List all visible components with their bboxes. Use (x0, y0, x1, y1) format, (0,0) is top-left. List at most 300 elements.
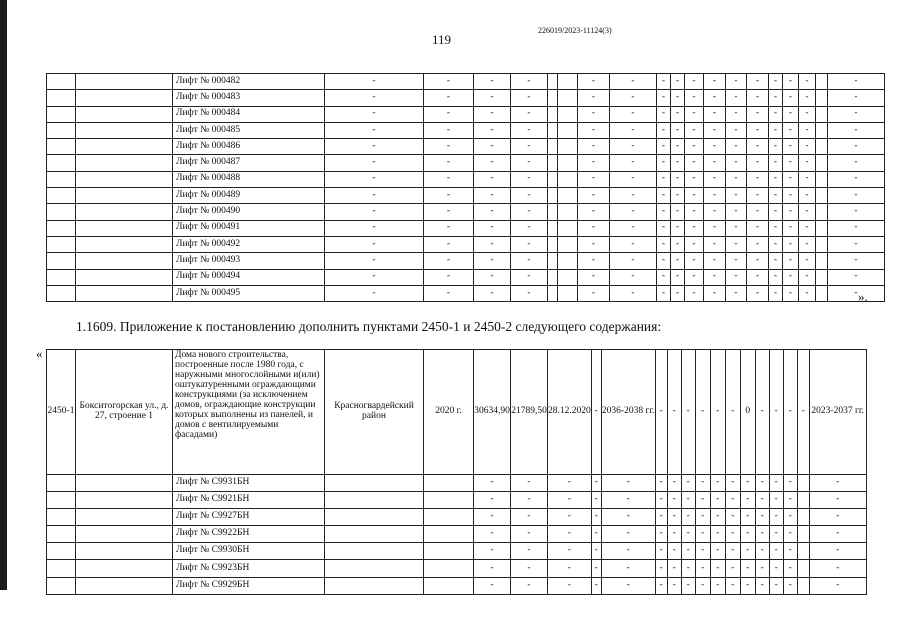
dash-cell: - (671, 90, 685, 106)
dash-cell: - (474, 285, 511, 301)
table-row (47, 526, 867, 543)
empty-cell (76, 475, 173, 492)
dash-cell: - (783, 492, 797, 509)
dash-cell: - (783, 577, 797, 594)
dash-cell: - (783, 188, 799, 204)
lifts-table-new-items (46, 349, 867, 595)
empty-cell (47, 560, 76, 577)
empty-cell (47, 171, 76, 187)
dash-cell: - (685, 188, 704, 204)
dash-cell: - (828, 106, 885, 122)
dash-cell: - (710, 577, 725, 594)
empty-cell (797, 543, 809, 560)
dash-cell: - (769, 475, 783, 492)
dash-cell: - (671, 285, 685, 301)
dash-cell: - (747, 236, 769, 252)
empty-cell (47, 285, 76, 301)
dash-cell: - (755, 492, 769, 509)
dash-cell: - (511, 560, 548, 577)
dash-cell: - (704, 269, 726, 285)
lift-name: Лифт № 000489 (173, 188, 325, 204)
dash-cell: - (474, 253, 511, 269)
empty-cell (558, 171, 578, 187)
dash-cell: - (828, 204, 885, 220)
item-value2: 21789,50 (511, 350, 548, 475)
dash-cell: - (685, 139, 704, 155)
dash-cell: - (667, 492, 681, 509)
dash-cell: - (610, 106, 657, 122)
dash-cell: - (610, 220, 657, 236)
empty-cell (424, 492, 474, 509)
empty-cell (816, 236, 828, 252)
empty-cell (76, 171, 173, 187)
dash-cell: - (667, 509, 681, 526)
dash-cell: - (755, 475, 769, 492)
empty-cell (47, 90, 76, 106)
dash-cell: - (740, 560, 755, 577)
item-value1: 30634,90 (474, 350, 511, 475)
lift-name: Лифт № 000482 (173, 74, 325, 90)
opening-quote: « (36, 346, 43, 361)
empty-cell (47, 74, 76, 90)
dash-cell: - (681, 560, 695, 577)
empty-cell (76, 560, 173, 577)
lift-name: Лифт № 000494 (173, 269, 325, 285)
dash-cell: - (591, 577, 601, 594)
empty-cell (47, 253, 76, 269)
dash-cell: - (783, 90, 799, 106)
empty-cell (47, 122, 76, 138)
dash-cell: - (704, 236, 726, 252)
dash-cell: - (610, 188, 657, 204)
dash-cell: - (610, 269, 657, 285)
empty-cell (424, 526, 474, 543)
dash-cell: - (474, 139, 511, 155)
dash-cell: - (747, 74, 769, 90)
lift-name: Лифт № 000483 (173, 90, 325, 106)
item-year: 2020 г. (424, 350, 474, 475)
empty-cell (816, 155, 828, 171)
dash-cell: - (511, 139, 548, 155)
dash-cell: - (726, 171, 747, 187)
item-plan: 2023-2037 гг. (809, 350, 866, 475)
empty-cell (797, 560, 809, 577)
table-row (47, 90, 885, 106)
empty-cell (816, 269, 828, 285)
dash-cell: - (799, 220, 816, 236)
empty-cell (47, 106, 76, 122)
dash-cell: - (655, 492, 667, 509)
empty-cell (816, 90, 828, 106)
dash-cell: - (655, 577, 667, 594)
empty-cell (548, 155, 558, 171)
dash-cell: - (755, 543, 769, 560)
dash-cell: - (799, 74, 816, 90)
empty-cell (558, 188, 578, 204)
empty-cell (76, 492, 173, 509)
empty-cell (816, 122, 828, 138)
dash-cell: - (704, 204, 726, 220)
dash-cell: - (726, 236, 747, 252)
dash-cell: - (685, 269, 704, 285)
dash-cell: - (726, 74, 747, 90)
dash-cell: - (799, 253, 816, 269)
dash-cell: - (740, 543, 755, 560)
dash-cell: - (325, 139, 424, 155)
dash-cell: - (671, 139, 685, 155)
dash-cell: - (548, 543, 592, 560)
dash-cell: - (828, 122, 885, 138)
item-description: Дома нового строительства, построенные после 1980 года, с наружными многослойными и(или) оштукатуренными ограждающими конструкциями (за исключением домов, ограждающие конструкции которых выполнены из панелей, и домов с вентилируемыми фасадами) (173, 350, 325, 475)
dash-cell: - (726, 122, 747, 138)
dash-cell: - (710, 560, 725, 577)
empty-cell (76, 220, 173, 236)
empty-cell (76, 122, 173, 138)
dash-cell: - (548, 492, 592, 509)
empty-cell (816, 204, 828, 220)
dash-cell: - (511, 285, 548, 301)
dash-cell: - (685, 204, 704, 220)
dash-cell: - (769, 188, 783, 204)
empty-cell (548, 236, 558, 252)
table-row (47, 253, 885, 269)
empty-cell (76, 155, 173, 171)
dash-cell: - (704, 90, 726, 106)
dash-cell: - (710, 475, 725, 492)
dash-cell: - (657, 253, 671, 269)
dash-cell: - (725, 543, 740, 560)
dash-cell: - (783, 74, 799, 90)
empty-cell (325, 560, 424, 577)
dash-cell: - (783, 155, 799, 171)
dash-cell: - (799, 139, 816, 155)
empty-cell (76, 74, 173, 90)
dash-cell: - (325, 122, 424, 138)
table-row (47, 188, 885, 204)
closing-quote: ». (858, 289, 868, 304)
dash-cell: - (511, 236, 548, 252)
table-row (47, 269, 885, 285)
dash-cell: - (601, 492, 655, 509)
dash-cell: - (511, 106, 548, 122)
empty-cell (76, 509, 173, 526)
dash-cell: - (681, 475, 695, 492)
dash-cell: - (685, 122, 704, 138)
dash-cell: - (704, 122, 726, 138)
empty-cell (558, 106, 578, 122)
dash-cell: - (809, 509, 866, 526)
dash-cell: - (710, 543, 725, 560)
dash-cell: - (548, 509, 592, 526)
table-row (47, 560, 867, 577)
lift-name: Лифт № 000491 (173, 220, 325, 236)
dash-cell: - (726, 188, 747, 204)
empty-cell (76, 543, 173, 560)
dash-cell: - (725, 350, 740, 475)
dash-cell: - (740, 492, 755, 509)
empty-cell (325, 492, 424, 509)
dash-cell: - (657, 220, 671, 236)
dash-cell: - (704, 188, 726, 204)
dash-cell: - (591, 475, 601, 492)
dash-cell: - (511, 220, 548, 236)
empty-cell (47, 509, 76, 526)
dash-cell: - (655, 509, 667, 526)
empty-cell (797, 577, 809, 594)
dash-cell: - (685, 74, 704, 90)
dash-cell: - (424, 220, 474, 236)
dash-cell: - (695, 475, 710, 492)
dash-cell: - (657, 155, 671, 171)
dash-cell: - (783, 543, 797, 560)
empty-cell (47, 155, 76, 171)
dash-cell: - (809, 475, 866, 492)
dash-cell: - (474, 526, 511, 543)
empty-cell (76, 285, 173, 301)
dash-cell: - (601, 560, 655, 577)
lift-name: Лифт № 000493 (173, 253, 325, 269)
table-row (47, 509, 867, 526)
dash-cell: - (325, 220, 424, 236)
scan-left-edge (0, 0, 7, 590)
dash-cell: - (474, 155, 511, 171)
dash-cell: - (667, 560, 681, 577)
dash-cell: - (657, 74, 671, 90)
dash-cell: - (671, 269, 685, 285)
empty-cell (548, 285, 558, 301)
empty-cell (558, 122, 578, 138)
lift-name: Лифт № С9931БН (173, 475, 325, 492)
dash-cell: - (799, 204, 816, 220)
dash-cell: - (655, 560, 667, 577)
dash-cell: - (769, 560, 783, 577)
lift-name: Лифт № С9922БН (173, 526, 325, 543)
dash-cell: - (704, 171, 726, 187)
dash-cell: - (695, 543, 710, 560)
table-row (47, 236, 885, 252)
dash-cell: - (828, 220, 885, 236)
empty-cell (47, 492, 76, 509)
empty-cell (548, 171, 558, 187)
dash-cell: - (769, 171, 783, 187)
dash-cell: - (747, 204, 769, 220)
dash-cell: - (424, 204, 474, 220)
dash-cell: - (740, 577, 755, 594)
dash-cell: - (681, 526, 695, 543)
dash-cell: - (747, 253, 769, 269)
dash-cell: - (610, 253, 657, 269)
dash-cell: - (671, 122, 685, 138)
dash-cell: - (769, 122, 783, 138)
dash-cell: - (740, 526, 755, 543)
dash-cell: - (783, 526, 797, 543)
dash-cell: - (424, 106, 474, 122)
dash-cell: - (726, 90, 747, 106)
dash-cell: - (671, 188, 685, 204)
dash-cell: - (704, 155, 726, 171)
empty-cell (816, 139, 828, 155)
dash-cell: - (725, 577, 740, 594)
dash-cell: - (601, 475, 655, 492)
dash-cell: - (769, 155, 783, 171)
dash-cell: - (511, 543, 548, 560)
empty-cell (47, 236, 76, 252)
dash-cell: - (671, 171, 685, 187)
document-number: 226019/2023-11124(3) (538, 26, 612, 35)
empty-cell (47, 269, 76, 285)
table-row (47, 220, 885, 236)
dash-cell: - (769, 285, 783, 301)
dash-cell: - (511, 577, 548, 594)
dash-cell: - (667, 350, 681, 475)
empty-cell (558, 253, 578, 269)
dash-cell: - (667, 543, 681, 560)
lift-name: Лифт № 000492 (173, 236, 325, 252)
dash-cell: - (325, 74, 424, 90)
empty-cell (797, 526, 809, 543)
dash-cell: - (685, 106, 704, 122)
dash-cell: - (725, 509, 740, 526)
dash-cell: - (783, 171, 799, 187)
dash-cell: - (726, 155, 747, 171)
dash-cell: - (511, 90, 548, 106)
dash-cell: - (578, 253, 610, 269)
dash-cell: - (325, 236, 424, 252)
dash-cell: - (548, 560, 592, 577)
empty-cell (424, 509, 474, 526)
dash-cell: - (769, 350, 783, 475)
dash-cell: - (601, 543, 655, 560)
dash-cell: - (726, 106, 747, 122)
dash-cell: - (424, 285, 474, 301)
empty-cell (76, 577, 173, 594)
dash-cell: - (769, 269, 783, 285)
dash-cell: - (578, 90, 610, 106)
dash-cell: - (474, 122, 511, 138)
dash-cell: - (769, 492, 783, 509)
dash-cell: - (828, 188, 885, 204)
dash-cell: - (671, 236, 685, 252)
empty-cell (47, 577, 76, 594)
dash-cell: - (474, 171, 511, 187)
empty-cell (816, 171, 828, 187)
dash-cell: - (671, 106, 685, 122)
dash-cell: - (828, 285, 885, 301)
dash-cell: - (755, 509, 769, 526)
dash-cell: - (578, 74, 610, 90)
dash-cell: - (685, 285, 704, 301)
dash-cell: - (511, 204, 548, 220)
dash-cell: - (704, 74, 726, 90)
dash-cell: - (809, 577, 866, 594)
empty-cell (424, 543, 474, 560)
dash-cell: - (769, 509, 783, 526)
lift-name: Лифт № 000484 (173, 106, 325, 122)
dash-cell: - (511, 509, 548, 526)
dash-cell: - (726, 269, 747, 285)
dash-cell: - (610, 74, 657, 90)
empty-cell (76, 204, 173, 220)
dash-cell: - (424, 122, 474, 138)
dash-cell: - (725, 560, 740, 577)
dash-cell: - (578, 171, 610, 187)
dash-cell: - (511, 269, 548, 285)
table-row (47, 122, 885, 138)
dash-cell: - (740, 509, 755, 526)
empty-cell (558, 90, 578, 106)
dash-cell: - (726, 253, 747, 269)
dash-cell: - (474, 492, 511, 509)
dash-cell: - (578, 106, 610, 122)
dash-cell: - (710, 526, 725, 543)
empty-cell (47, 188, 76, 204)
dash-cell: - (511, 253, 548, 269)
dash-cell: - (657, 139, 671, 155)
dash-cell: - (695, 350, 710, 475)
dash-cell: - (548, 577, 592, 594)
item-zero: 0 (740, 350, 755, 475)
empty-cell (47, 475, 76, 492)
dash-cell: - (809, 526, 866, 543)
item-row (47, 350, 867, 475)
empty-cell (76, 253, 173, 269)
lift-name: Лифт № С9921БН (173, 492, 325, 509)
dash-cell: - (783, 350, 797, 475)
dash-cell: - (655, 475, 667, 492)
dash-cell: - (799, 188, 816, 204)
dash-cell: - (671, 204, 685, 220)
dash-cell: - (704, 220, 726, 236)
empty-cell (558, 236, 578, 252)
empty-cell (424, 475, 474, 492)
dash-cell: - (695, 526, 710, 543)
lift-name: Лифт № С9930БН (173, 543, 325, 560)
dash-cell: - (769, 253, 783, 269)
empty-cell (797, 475, 809, 492)
dash-cell: - (578, 236, 610, 252)
empty-cell (548, 269, 558, 285)
dash-cell: - (695, 509, 710, 526)
dash-cell: - (747, 188, 769, 204)
dash-cell: - (474, 560, 511, 577)
dash-cell: - (578, 269, 610, 285)
dash-cell: - (325, 285, 424, 301)
dash-cell: - (657, 122, 671, 138)
empty-cell (548, 90, 558, 106)
dash-cell: - (474, 269, 511, 285)
dash-cell: - (325, 90, 424, 106)
dash-cell: - (769, 220, 783, 236)
dash-cell: - (828, 236, 885, 252)
dash-cell: - (828, 269, 885, 285)
dash-cell: - (548, 526, 592, 543)
dash-cell: - (578, 155, 610, 171)
dash-cell: - (591, 509, 601, 526)
dash-cell: - (657, 188, 671, 204)
dash-cell: - (783, 475, 797, 492)
dash-cell: - (325, 106, 424, 122)
empty-cell (76, 269, 173, 285)
table-row (47, 475, 867, 492)
dash-cell: - (325, 269, 424, 285)
dash-cell: - (828, 171, 885, 187)
dash-cell: - (610, 171, 657, 187)
lift-name: Лифт № 000486 (173, 139, 325, 155)
dash-cell: - (657, 285, 671, 301)
dash-cell: - (424, 155, 474, 171)
empty-cell (76, 188, 173, 204)
empty-cell (558, 285, 578, 301)
